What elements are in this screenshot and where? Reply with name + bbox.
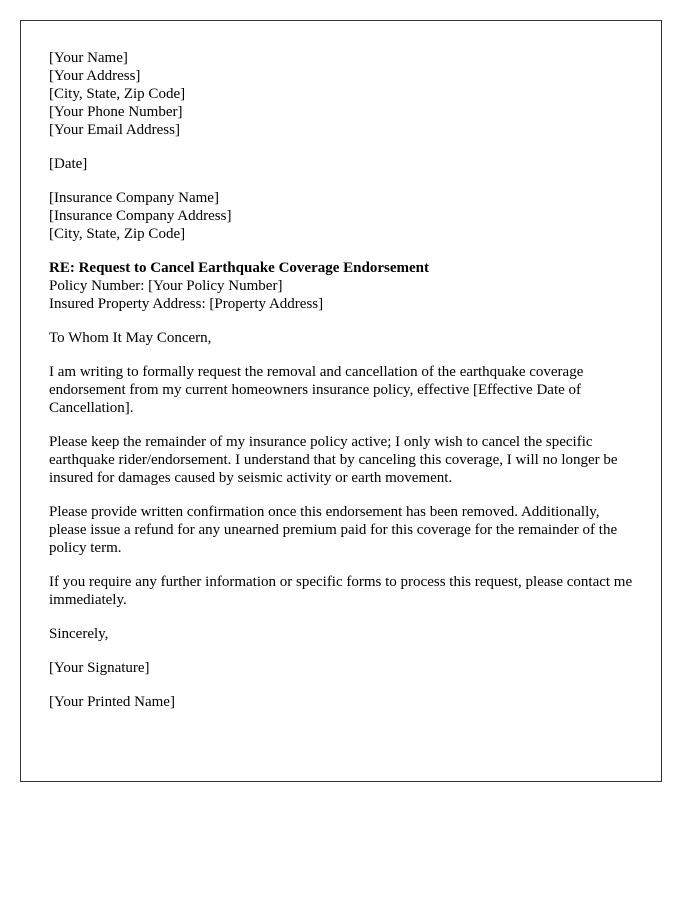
sender-city: [City, State, Zip Code] xyxy=(49,86,186,102)
property-address: Insured Property Address: [Property Address] xyxy=(49,296,324,312)
closing: Sincerely, xyxy=(49,626,109,642)
signature: [Your Signature] xyxy=(49,660,150,676)
subject-block xyxy=(49,259,633,313)
recipient-address: [Insurance Company Address] xyxy=(49,208,232,224)
body-paragraph-2: Please keep the remainder of my insurance policy active; I only wish to cancel the specific earthquake rider/endorsement. I understand that by canceling this coverage, I will no longer be insured for damages caused by seismic activity or earth movement. xyxy=(49,434,618,486)
sender-block xyxy=(49,49,633,139)
body-paragraph-4: If you require any further information or specific forms to process this request, please contact me immediately. xyxy=(49,574,633,608)
body-paragraph-1: I am writing to formally request the removal and cancellation of the earthquake coverage endorsement from my current homeowners insurance policy, effective [Effective Date of Cancellation]. xyxy=(49,364,584,416)
sender-phone: [Your Phone Number] xyxy=(49,104,183,120)
sender-email: [Your Email Address] xyxy=(49,122,180,138)
printed-name: [Your Printed Name] xyxy=(49,694,175,710)
recipient-city: [City, State, Zip Code] xyxy=(49,226,186,242)
body-paragraph-3: Please provide written confirmation once this endorsement has been removed. Additionally, please issue a refund for any unearned premium paid for this coverage for the remainder of the policy term. xyxy=(49,504,618,556)
recipient-name: [Insurance Company Name] xyxy=(49,190,219,206)
recipient-block xyxy=(49,189,633,243)
sender-address: [Your Address] xyxy=(49,68,141,84)
policy-number: Policy Number: [Your Policy Number] xyxy=(49,278,283,294)
letter xyxy=(20,20,662,782)
subject-line: RE: Request to Cancel Earthquake Coverage Endorsement xyxy=(49,260,429,276)
salutation: To Whom It May Concern, xyxy=(49,330,212,346)
date: [Date] xyxy=(49,156,88,172)
sender-name: [Your Name] xyxy=(49,50,128,66)
